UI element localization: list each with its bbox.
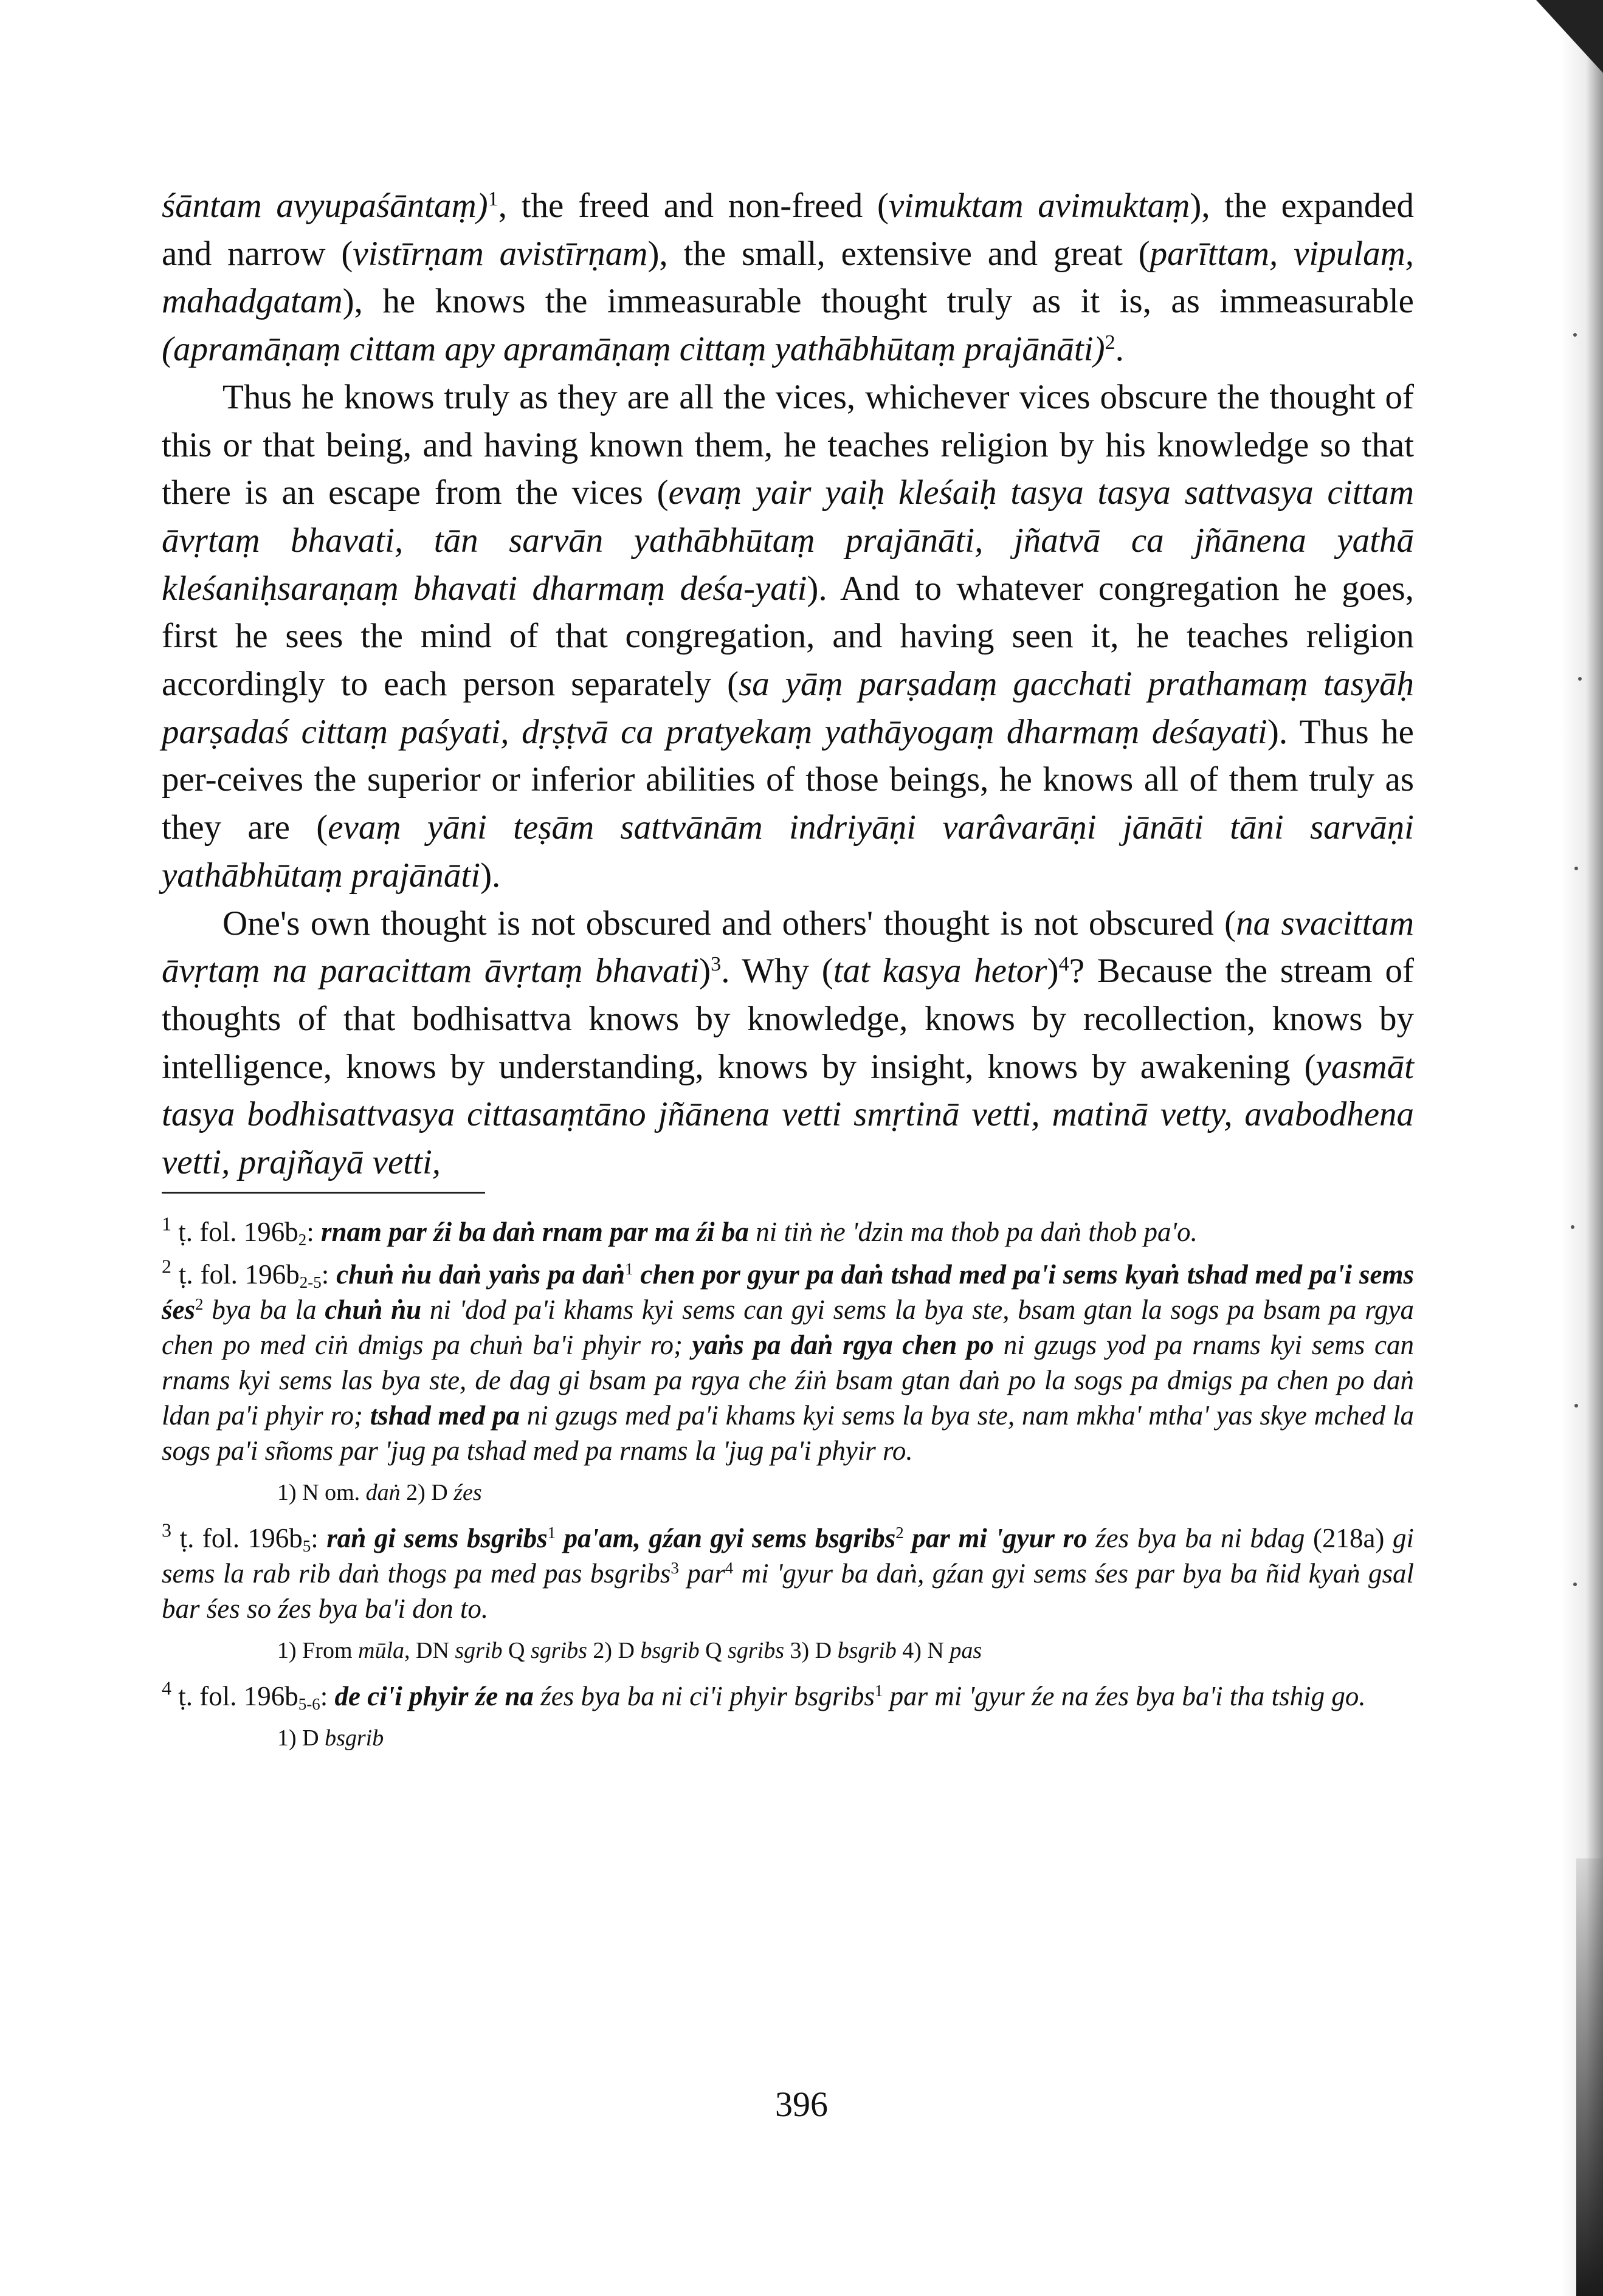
italic-text: ni 'dod pa'i khams kyi sems can gyi sems la bya ste, bsam gtan la sogs pa bsam pa rgya chen po med ciṅ dmigs pa chuṅ ba'i phyir ro; <box>162 1294 1415 1360</box>
text-segment: : <box>306 1216 322 1247</box>
lemma-text: raṅ gi sems bsgribs <box>326 1522 548 1553</box>
lemma-text: chuṅ ṅu <box>325 1294 422 1325</box>
scan-speck <box>1574 1404 1578 1408</box>
text-segment: 2-5 <box>299 1273 322 1291</box>
italic-text: vistīrṇam avistīrṇam <box>353 234 648 273</box>
scan-corner-mark <box>1536 0 1603 73</box>
text-segment: 2 <box>298 1230 307 1249</box>
note-marker: 3 <box>671 1558 679 1577</box>
text-segment: : <box>320 1680 335 1711</box>
note-marker: 1 <box>547 1523 556 1542</box>
footnote-number: 4 <box>162 1677 171 1699</box>
italic-text: par mi 'gyur źe na źes bya ba'i tha tshig go. <box>883 1680 1366 1711</box>
note-marker: 4 <box>725 1558 734 1577</box>
text-segment: Q <box>502 1637 531 1663</box>
lemma-text: pa'am, gźan gyi sems bsgribs <box>556 1522 896 1553</box>
italic-text: bsgrib <box>837 1637 897 1663</box>
italic-text: ni gzugs med pa'i khams kyi sems la bya ste, nam mkha' mtha' yas skye mched la sogs pa'i sñoms par 'jug pa tshad med pa rnams la 'jug pa'i phyir ro. <box>162 1400 1414 1466</box>
main-text <box>162 182 1414 1187</box>
scan-speck <box>1573 333 1577 337</box>
footnote <box>162 1257 1414 1468</box>
text-segment: ṭ. fol. 196b <box>178 1216 298 1247</box>
text-segment: : <box>311 1522 327 1553</box>
italic-text: źes bya ba ni bdag <box>1087 1522 1313 1553</box>
text-segment: : <box>321 1259 337 1290</box>
italic-text: mūla <box>358 1637 404 1663</box>
text-segment: ṭ. fol. 196b <box>178 1680 298 1711</box>
text-segment: . Why ( <box>721 952 833 991</box>
text-segment: . <box>1115 330 1124 369</box>
italic-text: bsgrib <box>325 1725 384 1751</box>
italic-text: (apramāṇaṃ cittam apy apramāṇaṃ cittaṃ yathābhūtaṃ prajānāti) <box>162 330 1105 369</box>
variant-readings <box>162 1476 1414 1510</box>
italic-text: sa yāṃ parṣadaṃ gacchati prathamaṃ tasyāḥ parṣadaś cittaṃ paśyati, dṛṣṭvā ca pratyekaṃ yathāyogaṃ dharmaṃ deśayati <box>162 665 1414 751</box>
text-segment: 1) D <box>277 1725 325 1751</box>
text-segment: ). Thus he per-ceives the superior or inferior abilities of those beings, he knows all of them truly as they are ( <box>162 712 1414 847</box>
page-content <box>162 182 1414 1766</box>
note-marker: 4 <box>1058 953 1069 976</box>
italic-text: sgrib <box>455 1637 503 1663</box>
text-segment: Thus he knows truly as they are all the vices, whichever vices obscure the thought of this or that being, and having known them, he teaches religion by his knowledge so that there is an escape from the vices ( <box>162 377 1414 512</box>
note-marker: 1 <box>488 188 498 211</box>
text-segment: , the freed and non-freed ( <box>498 187 889 225</box>
text-segment: , DN <box>404 1637 455 1663</box>
footnote-number: 1 <box>162 1212 171 1235</box>
lemma-text: chuṅ ṅu daṅ yaṅs pa daṅ <box>336 1259 625 1290</box>
italic-text: źes <box>453 1479 482 1505</box>
note-marker: 2 <box>195 1294 204 1313</box>
text-segment: ṭ. fol. 196b <box>179 1522 303 1553</box>
text-segment: 1) N om. <box>277 1479 366 1505</box>
italic-text: pas <box>950 1637 982 1663</box>
text-segment: One's own thought is not obscured and others' thought is not obscured ( <box>222 904 1236 943</box>
scan-speck <box>1573 1583 1577 1586</box>
lemma-text: par mi 'gyur ro <box>903 1522 1088 1553</box>
lemma-text: yaṅs pa daṅ rgya chen po <box>692 1329 995 1360</box>
scan-speck <box>1574 867 1578 870</box>
lemma-text: tshad med pa <box>370 1400 520 1431</box>
footnote-number: 3 <box>162 1519 171 1541</box>
text-segment: (218a) <box>1312 1522 1385 1553</box>
text-segment: 2) D <box>587 1637 641 1663</box>
italic-text: bsgrib <box>640 1637 700 1663</box>
italic-text: yasmāt tasya bodhisattvasya cittasaṃtāno jñānena vetti smṛtinā vetti, matinā vetty, avabodhena vetti, prajñayā vetti, <box>162 1047 1414 1182</box>
footnote-rule <box>162 1192 485 1194</box>
lemma-text: chen por gyur pa daṅ tshad med pa'i sems kyaṅ tshad med pa'i sems śes <box>162 1259 1414 1325</box>
footnote <box>162 1214 1414 1249</box>
text-segment: ), the small, extensive and great ( <box>647 234 1150 273</box>
text-segment: ). And to whatever congregation he goes, first he sees the mind of that congregation, and having seen it, he teaches religion accordingly to each person separately ( <box>162 569 1414 704</box>
italic-text: evaṃ yāni teṣām sattvānām indriyāṇi varâvarāṇi jānāti tāni sarvāṇi yathābhūtaṃ prajānāti <box>162 808 1415 895</box>
note-marker: 1 <box>874 1681 883 1700</box>
italic-text: vimuktam avimuktaṃ <box>888 187 1190 225</box>
scan-speck <box>1578 677 1582 681</box>
italic-text: gi sems la rab rib daṅ thogs pa med pas bsgribs <box>162 1522 1414 1589</box>
italic-text: na svacittam āvṛtaṃ na paracittam āvṛtaṃ bhavati <box>162 904 1414 991</box>
variant-readings <box>162 1634 1414 1668</box>
text-segment: ) <box>699 952 711 991</box>
italic-text: bya ba la <box>203 1294 325 1325</box>
note-marker: 2 <box>895 1523 904 1542</box>
page-number: 396 <box>775 2085 828 2124</box>
italic-text: par <box>678 1558 725 1589</box>
text-segment: ṭ. fol. 196b <box>178 1259 300 1290</box>
variant-readings <box>162 1721 1414 1755</box>
text-segment: ) <box>1047 952 1059 991</box>
paragraph <box>162 182 1414 374</box>
italic-text: mi 'gyur ba daṅ, gźan gyi sems śes par bya ba ñid kyaṅ gsal bar śes so źes bya ba'i don to. <box>162 1558 1415 1624</box>
footnotes <box>162 1214 1414 1755</box>
italic-text: parīttam, vipulaṃ, mahadgatam <box>162 234 1414 321</box>
italic-text: ni tiṅ ṅe 'dzin ma thob pa daṅ thob pa'o. <box>748 1216 1198 1247</box>
text-segment: 4) N <box>896 1637 950 1663</box>
scan-bottom-edge <box>1576 1858 1603 2296</box>
text-segment: 3) D <box>784 1637 838 1663</box>
italic-text: śāntam avyupaśāntaṃ) <box>162 187 488 225</box>
note-marker: 2 <box>1105 331 1115 354</box>
italic-text: sgribs <box>728 1637 785 1663</box>
italic-text: daṅ <box>365 1479 401 1505</box>
text-segment: 2) D <box>400 1479 454 1505</box>
text-segment: 1) From <box>277 1637 358 1663</box>
paragraph <box>162 900 1414 1187</box>
lemma-text: de ci'i phyir źe na <box>334 1680 534 1711</box>
italic-text: sgribs <box>530 1637 587 1663</box>
note-marker: 3 <box>711 953 722 976</box>
text-segment: 5-6 <box>298 1694 320 1713</box>
paragraph <box>162 374 1414 900</box>
italic-text: tat kasya hetor <box>833 952 1047 991</box>
footnote <box>162 1521 1414 1626</box>
text-segment: ? Because the stream of thoughts of that bodhisattva knows by knowledge, knows by recollection, knows by intelligence, knows by understanding, knows by insight, knows by awakening ( <box>162 952 1415 1086</box>
lemma-text: rnam par źi ba daṅ rnam par ma źi ba <box>321 1216 749 1247</box>
text-segment: ), the expanded and narrow ( <box>162 187 1414 273</box>
scan-speck <box>1571 1225 1574 1229</box>
text-segment: 5 <box>302 1536 311 1555</box>
text-segment: Q <box>699 1637 728 1663</box>
footnote-number: 2 <box>162 1255 171 1277</box>
text-segment: ), he knows the immeasurable thought truly as it is, as immeasurable <box>342 282 1414 321</box>
italic-text: ni gzugs yod pa rnams kyi sems can rnams kyi sems las bya ste, de dag gi bsam pa rgya che źiṅ bsam gtan daṅ po la sogs pa dmigs pa chen po daṅ ldan pa'i phyir ro; <box>162 1329 1414 1431</box>
italic-text: źes bya ba ni ci'i phyir bsgribs <box>534 1680 875 1711</box>
footnote <box>162 1679 1414 1714</box>
italic-text: evaṃ yair yaiḥ kleśaiḥ tasya tasya sattvasya cittam āvṛtaṃ bhavati, tān sarvān yathābhūtaṃ prajānāti, jñatvā ca jñānena yathā kleśaniḥsaraṇaṃ bhavati dharmaṃ deśa-yati <box>162 473 1414 608</box>
text-segment: ). <box>480 856 501 895</box>
note-marker: 1 <box>624 1259 633 1278</box>
